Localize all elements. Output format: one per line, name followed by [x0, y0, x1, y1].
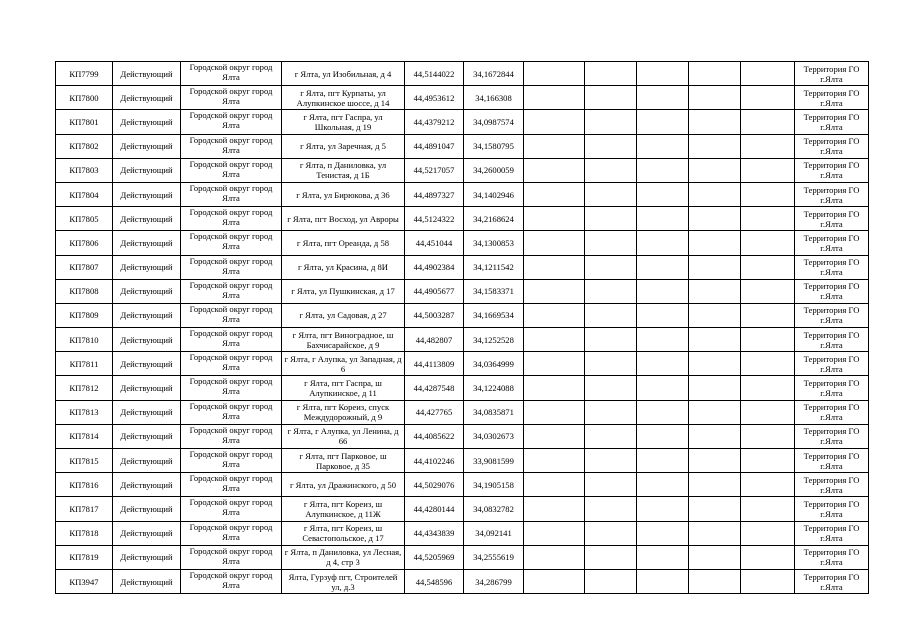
municipality-cell: Городской округ город Ялта [181, 231, 282, 255]
empty-cell [637, 303, 689, 327]
empty-cell [689, 521, 741, 545]
empty-cell [585, 255, 637, 279]
latitude-cell: 44,5029076 [405, 473, 464, 497]
address-cell: г Ялта, п Даниловка, ул Лесная, д 4, стр 3 [282, 545, 405, 569]
longitude-cell: 34,1672844 [464, 62, 524, 86]
empty-cell [689, 473, 741, 497]
empty-cell [689, 182, 741, 206]
table-row [56, 62, 869, 86]
territory-cell: Территория ГО г.Ялта [795, 521, 869, 545]
table-row [56, 473, 869, 497]
status-cell: Действующий [113, 158, 181, 182]
latitude-cell: 44,4113809 [405, 352, 464, 376]
empty-cell [585, 497, 637, 521]
territory-cell: Территория ГО г.Ялта [795, 158, 869, 182]
address-cell: г Ялта, ул Заречная, д 5 [282, 134, 405, 158]
territory-cell: Территория ГО г.Ялта [795, 569, 869, 593]
empty-cell [689, 279, 741, 303]
empty-cell [741, 207, 795, 231]
empty-cell [637, 86, 689, 110]
empty-cell [524, 134, 585, 158]
empty-cell [585, 62, 637, 86]
empty-cell [637, 110, 689, 134]
address-cell: г Ялта, пгт Виноградное, ш Бахчисарайское, д 9 [282, 328, 405, 352]
longitude-cell: 34,0302673 [464, 424, 524, 448]
empty-cell [689, 352, 741, 376]
status-cell: Действующий [113, 521, 181, 545]
latitude-cell: 44,4905677 [405, 279, 464, 303]
longitude-cell: 34,0835871 [464, 400, 524, 424]
table-row [56, 424, 869, 448]
longitude-cell: 34,2600059 [464, 158, 524, 182]
site-id-cell: КП7804 [56, 182, 113, 206]
empty-cell [689, 303, 741, 327]
empty-cell [637, 182, 689, 206]
empty-cell [741, 400, 795, 424]
site-id-cell: КП7812 [56, 376, 113, 400]
empty-cell [524, 182, 585, 206]
empty-cell [524, 400, 585, 424]
empty-cell [585, 521, 637, 545]
longitude-cell: 34,1252528 [464, 328, 524, 352]
address-cell: г Ялта, ул Изобильная, д 4 [282, 62, 405, 86]
empty-cell [524, 473, 585, 497]
empty-cell [741, 134, 795, 158]
empty-cell [637, 279, 689, 303]
municipality-cell: Городской округ город Ялта [181, 303, 282, 327]
address-cell: г Ялта, ул Бирюкова, д 36 [282, 182, 405, 206]
address-cell: г Ялта, пгт Курпаты, ул Алупкинское шоссе, д 14 [282, 86, 405, 110]
table-row [56, 182, 869, 206]
empty-cell [741, 449, 795, 473]
latitude-cell: 44,427765 [405, 400, 464, 424]
territory-cell: Территория ГО г.Ялта [795, 303, 869, 327]
empty-cell [637, 207, 689, 231]
longitude-cell: 34,092141 [464, 521, 524, 545]
table-row [56, 497, 869, 521]
latitude-cell: 44,4085622 [405, 424, 464, 448]
empty-cell [585, 134, 637, 158]
empty-cell [524, 86, 585, 110]
empty-cell [637, 352, 689, 376]
municipality-cell: Городской округ город Ялта [181, 400, 282, 424]
empty-cell [585, 158, 637, 182]
table-row [56, 449, 869, 473]
latitude-cell: 44,4953612 [405, 86, 464, 110]
site-id-cell: КП7810 [56, 328, 113, 352]
longitude-cell: 34,0987574 [464, 110, 524, 134]
status-cell: Действующий [113, 328, 181, 352]
empty-cell [637, 158, 689, 182]
address-cell: г Ялта, пгт Гаспра, ул Школьная, д 19 [282, 110, 405, 134]
status-cell: Действующий [113, 497, 181, 521]
longitude-cell: 34,1583371 [464, 279, 524, 303]
empty-cell [524, 352, 585, 376]
site-id-cell: КП7813 [56, 400, 113, 424]
latitude-cell: 44,4897327 [405, 182, 464, 206]
empty-cell [637, 376, 689, 400]
territory-cell: Территория ГО г.Ялта [795, 449, 869, 473]
empty-cell [524, 569, 585, 593]
status-cell: Действующий [113, 182, 181, 206]
empty-cell [524, 449, 585, 473]
longitude-cell: 34,2555619 [464, 545, 524, 569]
empty-cell [689, 545, 741, 569]
empty-cell [637, 400, 689, 424]
territory-cell: Территория ГО г.Ялта [795, 352, 869, 376]
empty-cell [741, 376, 795, 400]
address-cell: г Ялта, ул Садовая, д 27 [282, 303, 405, 327]
address-cell: г Ялта, пгт Парковое, ш Парковое, д 35 [282, 449, 405, 473]
empty-cell [585, 376, 637, 400]
site-id-cell: КП7801 [56, 110, 113, 134]
empty-cell [524, 158, 585, 182]
empty-cell [585, 352, 637, 376]
municipality-cell: Городской округ город Ялта [181, 182, 282, 206]
status-cell: Действующий [113, 424, 181, 448]
latitude-cell: 44,4902384 [405, 255, 464, 279]
municipality-cell: Городской округ город Ялта [181, 376, 282, 400]
empty-cell [585, 303, 637, 327]
territory-cell: Территория ГО г.Ялта [795, 545, 869, 569]
territory-cell: Территория ГО г.Ялта [795, 473, 869, 497]
longitude-cell: 34,1580795 [464, 134, 524, 158]
territory-cell: Территория ГО г.Ялта [795, 182, 869, 206]
latitude-cell: 44,4343839 [405, 521, 464, 545]
empty-cell [741, 424, 795, 448]
empty-cell [585, 473, 637, 497]
latitude-cell: 44,5205969 [405, 545, 464, 569]
address-cell: г Ялта, ул Пушкинская, д 17 [282, 279, 405, 303]
table-row [56, 86, 869, 110]
latitude-cell: 44,4891047 [405, 134, 464, 158]
empty-cell [637, 473, 689, 497]
municipality-cell: Городской округ город Ялта [181, 497, 282, 521]
container-sites-table [55, 61, 869, 594]
longitude-cell: 34,1905158 [464, 473, 524, 497]
empty-cell [741, 545, 795, 569]
address-cell: г Ялта, пгт Кореиз, ш Севастопольское, д 17 [282, 521, 405, 545]
site-id-cell: КП7805 [56, 207, 113, 231]
status-cell: Действующий [113, 449, 181, 473]
table-row [56, 279, 869, 303]
empty-cell [741, 497, 795, 521]
empty-cell [524, 424, 585, 448]
longitude-cell: 34,0832782 [464, 497, 524, 521]
municipality-cell: Городской округ город Ялта [181, 86, 282, 110]
empty-cell [637, 231, 689, 255]
site-id-cell: КП7816 [56, 473, 113, 497]
status-cell: Действующий [113, 303, 181, 327]
site-id-cell: КП7806 [56, 231, 113, 255]
empty-cell [524, 255, 585, 279]
empty-cell [689, 62, 741, 86]
site-id-cell: КП7807 [56, 255, 113, 279]
empty-cell [637, 62, 689, 86]
empty-cell [741, 182, 795, 206]
table-row [56, 158, 869, 182]
empty-cell [585, 424, 637, 448]
site-id-cell: КП7803 [56, 158, 113, 182]
longitude-cell: 34,1300853 [464, 231, 524, 255]
territory-cell: Территория ГО г.Ялта [795, 134, 869, 158]
longitude-cell: 34,1669534 [464, 303, 524, 327]
empty-cell [524, 303, 585, 327]
empty-cell [689, 110, 741, 134]
address-cell: г Ялта, пгт Кореиз, спуск Междудорожный, д 9 [282, 400, 405, 424]
empty-cell [689, 255, 741, 279]
empty-cell [524, 545, 585, 569]
empty-cell [741, 255, 795, 279]
address-cell: г Ялта, г Алупка, ул Западная, д 6 [282, 352, 405, 376]
status-cell: Действующий [113, 545, 181, 569]
longitude-cell: 34,0364999 [464, 352, 524, 376]
empty-cell [585, 400, 637, 424]
territory-cell: Территория ГО г.Ялта [795, 207, 869, 231]
table-row [56, 376, 869, 400]
address-cell: Ялта, Гурзуф пгт, Строителей ул, д.3 [282, 569, 405, 593]
table-row [56, 521, 869, 545]
empty-cell [689, 376, 741, 400]
latitude-cell: 44,451044 [405, 231, 464, 255]
territory-cell: Территория ГО г.Ялта [795, 376, 869, 400]
empty-cell [637, 569, 689, 593]
territory-cell: Территория ГО г.Ялта [795, 497, 869, 521]
empty-cell [741, 231, 795, 255]
empty-cell [585, 569, 637, 593]
empty-cell [637, 497, 689, 521]
latitude-cell: 44,5144022 [405, 62, 464, 86]
empty-cell [689, 328, 741, 352]
empty-cell [689, 158, 741, 182]
empty-cell [585, 545, 637, 569]
table-row [56, 400, 869, 424]
municipality-cell: Городской округ город Ялта [181, 255, 282, 279]
status-cell: Действующий [113, 569, 181, 593]
empty-cell [637, 449, 689, 473]
latitude-cell: 44,5124322 [405, 207, 464, 231]
table-row [56, 545, 869, 569]
table-row [56, 255, 869, 279]
status-cell: Действующий [113, 207, 181, 231]
empty-cell [689, 207, 741, 231]
table-row [56, 569, 869, 593]
empty-cell [585, 110, 637, 134]
status-cell: Действующий [113, 110, 181, 134]
territory-cell: Территория ГО г.Ялта [795, 328, 869, 352]
address-cell: г Ялта, пгт Кореиз, ш Алупкинское, д 11Ж [282, 497, 405, 521]
latitude-cell: 44,4287548 [405, 376, 464, 400]
status-cell: Действующий [113, 255, 181, 279]
site-id-cell: КП7809 [56, 303, 113, 327]
latitude-cell: 44,5003287 [405, 303, 464, 327]
status-cell: Действующий [113, 134, 181, 158]
site-id-cell: КП7808 [56, 279, 113, 303]
status-cell: Действующий [113, 86, 181, 110]
address-cell: г Ялта, п Даниловка, ул Тенистая, д 1Б [282, 158, 405, 182]
empty-cell [637, 521, 689, 545]
empty-cell [741, 86, 795, 110]
status-cell: Действующий [113, 473, 181, 497]
empty-cell [637, 134, 689, 158]
status-cell: Действующий [113, 62, 181, 86]
empty-cell [585, 449, 637, 473]
empty-cell [741, 279, 795, 303]
table-body [56, 62, 869, 594]
longitude-cell: 34,2168624 [464, 207, 524, 231]
latitude-cell: 44,482807 [405, 328, 464, 352]
empty-cell [741, 569, 795, 593]
site-id-cell: КП7818 [56, 521, 113, 545]
table-row [56, 328, 869, 352]
empty-cell [741, 62, 795, 86]
address-cell: г Ялта, пгт Ореанда, д 58 [282, 231, 405, 255]
site-id-cell: КП7819 [56, 545, 113, 569]
empty-cell [524, 497, 585, 521]
empty-cell [689, 424, 741, 448]
latitude-cell: 44,4280144 [405, 497, 464, 521]
municipality-cell: Городской округ город Ялта [181, 569, 282, 593]
status-cell: Действующий [113, 352, 181, 376]
table-row [56, 110, 869, 134]
empty-cell [524, 62, 585, 86]
address-cell: г Ялта, пгт Восход, ул Авроры [282, 207, 405, 231]
empty-cell [585, 182, 637, 206]
empty-cell [585, 86, 637, 110]
empty-cell [585, 207, 637, 231]
empty-cell [585, 231, 637, 255]
empty-cell [637, 328, 689, 352]
empty-cell [689, 134, 741, 158]
site-id-cell: КП7811 [56, 352, 113, 376]
municipality-cell: Городской округ город Ялта [181, 473, 282, 497]
site-id-cell: КП7817 [56, 497, 113, 521]
empty-cell [741, 328, 795, 352]
municipality-cell: Городской округ город Ялта [181, 158, 282, 182]
site-id-cell: КП7814 [56, 424, 113, 448]
empty-cell [741, 158, 795, 182]
territory-cell: Территория ГО г.Ялта [795, 279, 869, 303]
municipality-cell: Городской округ город Ялта [181, 521, 282, 545]
table-row [56, 134, 869, 158]
municipality-cell: Городской округ город Ялта [181, 328, 282, 352]
empty-cell [689, 569, 741, 593]
empty-cell [689, 497, 741, 521]
territory-cell: Территория ГО г.Ялта [795, 424, 869, 448]
empty-cell [524, 231, 585, 255]
empty-cell [741, 303, 795, 327]
municipality-cell: Городской округ город Ялта [181, 279, 282, 303]
table-row [56, 303, 869, 327]
municipality-cell: Городской округ город Ялта [181, 449, 282, 473]
table-row [56, 207, 869, 231]
latitude-cell: 44,548596 [405, 569, 464, 593]
address-cell: г Ялта, пгт Гаспра, ш Алупкинское, д 11 [282, 376, 405, 400]
empty-cell [637, 424, 689, 448]
site-id-cell: КП7815 [56, 449, 113, 473]
municipality-cell: Городской округ город Ялта [181, 62, 282, 86]
address-cell: г Ялта, ул Дражинского, д 50 [282, 473, 405, 497]
table-row [56, 231, 869, 255]
empty-cell [689, 400, 741, 424]
territory-cell: Территория ГО г.Ялта [795, 62, 869, 86]
empty-cell [585, 279, 637, 303]
status-cell: Действующий [113, 400, 181, 424]
address-cell: г Ялта, г Алупка, ул Ленина, д 66 [282, 424, 405, 448]
territory-cell: Территория ГО г.Ялта [795, 110, 869, 134]
empty-cell [741, 473, 795, 497]
municipality-cell: Городской округ город Ялта [181, 110, 282, 134]
status-cell: Действующий [113, 231, 181, 255]
municipality-cell: Городской округ город Ялта [181, 207, 282, 231]
municipality-cell: Городской округ город Ялта [181, 134, 282, 158]
empty-cell [524, 110, 585, 134]
empty-cell [524, 207, 585, 231]
empty-cell [689, 449, 741, 473]
longitude-cell: 34,286799 [464, 569, 524, 593]
status-cell: Действующий [113, 376, 181, 400]
empty-cell [741, 521, 795, 545]
latitude-cell: 44,4379212 [405, 110, 464, 134]
municipality-cell: Городской округ город Ялта [181, 545, 282, 569]
longitude-cell: 34,166308 [464, 86, 524, 110]
site-id-cell: КП7800 [56, 86, 113, 110]
territory-cell: Территория ГО г.Ялта [795, 86, 869, 110]
territory-cell: Территория ГО г.Ялта [795, 255, 869, 279]
empty-cell [689, 231, 741, 255]
site-id-cell: КП3947 [56, 569, 113, 593]
empty-cell [585, 328, 637, 352]
address-cell: г Ялта, ул Красина, д 8И [282, 255, 405, 279]
municipality-cell: Городской округ город Ялта [181, 424, 282, 448]
status-cell: Действующий [113, 279, 181, 303]
empty-cell [637, 255, 689, 279]
latitude-cell: 44,5217057 [405, 158, 464, 182]
empty-cell [524, 521, 585, 545]
empty-cell [524, 328, 585, 352]
longitude-cell: 34,1224088 [464, 376, 524, 400]
empty-cell [741, 352, 795, 376]
site-id-cell: КП7799 [56, 62, 113, 86]
empty-cell [689, 86, 741, 110]
empty-cell [637, 545, 689, 569]
territory-cell: Территория ГО г.Ялта [795, 400, 869, 424]
territory-cell: Территория ГО г.Ялта [795, 231, 869, 255]
empty-cell [741, 110, 795, 134]
longitude-cell: 34,1402946 [464, 182, 524, 206]
empty-cell [524, 279, 585, 303]
empty-cell [524, 376, 585, 400]
longitude-cell: 33,9081599 [464, 449, 524, 473]
municipality-cell: Городской округ город Ялта [181, 352, 282, 376]
latitude-cell: 44,4102246 [405, 449, 464, 473]
table-row [56, 352, 869, 376]
site-id-cell: КП7802 [56, 134, 113, 158]
longitude-cell: 34,1211542 [464, 255, 524, 279]
